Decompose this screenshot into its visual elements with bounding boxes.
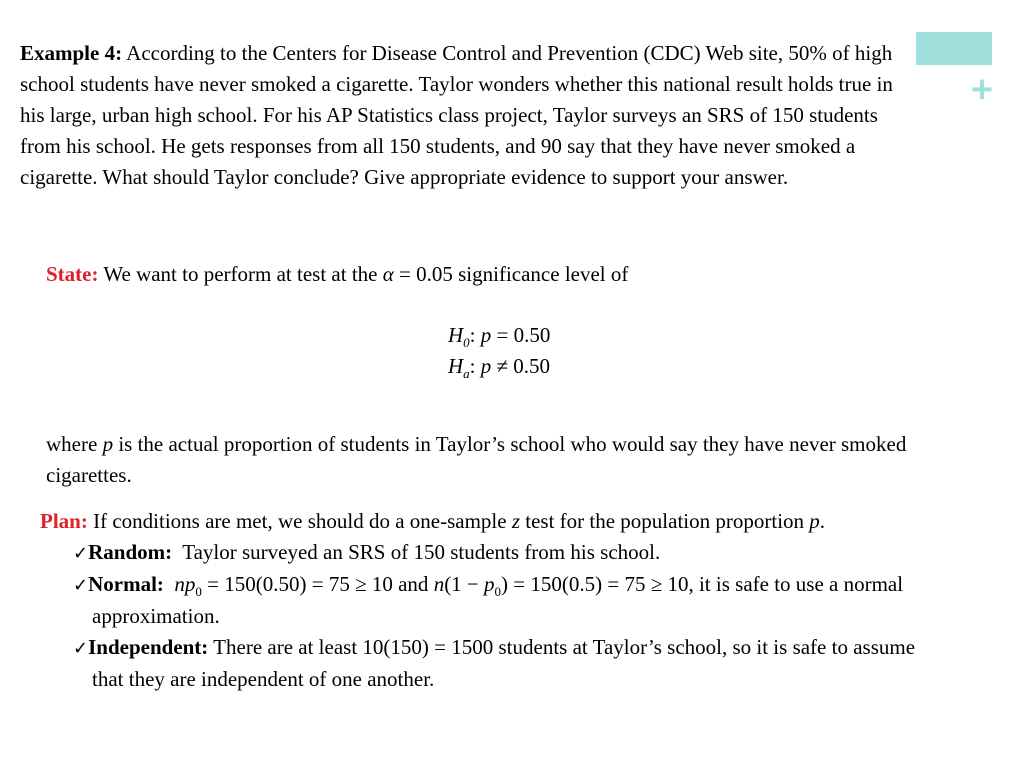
h-symbol: H — [448, 354, 464, 378]
random-label: Random: — [88, 540, 173, 564]
null-subscript: 0 — [463, 335, 470, 351]
alt-hypothesis — [448, 351, 550, 382]
condition-normal — [40, 569, 922, 632]
alt-subscript: a — [463, 366, 470, 382]
null-value: = 0.50 — [491, 323, 551, 347]
state-paragraph — [46, 259, 976, 290]
p-symbol: p — [484, 572, 495, 596]
plan-text: If conditions are met, we should do a one-sample — [93, 509, 507, 533]
alt-colon: : — [469, 354, 481, 378]
independent-text: There are at least 10(150) = 1500 students at Taylor’s school, so it is safe to assume that they are independent of one another. — [92, 635, 916, 691]
normal-text-2: (1 − — [444, 572, 485, 596]
z-symbol: z — [511, 509, 520, 533]
example-paragraph — [20, 38, 915, 193]
plan-section — [40, 506, 940, 695]
alpha-symbol: α — [382, 262, 394, 286]
example-text: According to the Centers for Disease Control and Prevention (CDC) Web site, 50% of high school students have never smoked a cigarette. Taylor wonders whether this national result holds true in his large, urban high school. For his AP Statistics class project, Taylor surveys an SRS of 150 students from his school. He gets responses from all 150 students, and 90 say that they have never smoked a cigarette. What should Taylor conclude? Give appropriate evidence to support your answer. — [20, 41, 893, 189]
normal-text-1: = 150(0.50) = 75 ≥ 10 and — [201, 572, 434, 596]
p-symbol: p — [809, 509, 820, 533]
where-paragraph — [46, 429, 976, 491]
random-text: Taylor surveyed an SRS of 150 students from his school. — [182, 540, 661, 564]
normal-text-3: ) = 150(0.5) = 75 ≥ 10, it is safe to use a normal approximation. — [92, 572, 904, 628]
subscript-zero: 0 — [195, 584, 202, 600]
period: . — [819, 509, 826, 533]
np-symbol: np — [174, 572, 196, 596]
p-symbol: p — [480, 323, 492, 347]
state-text: We want to perform at test at the — [103, 262, 378, 286]
condition-independent — [40, 632, 922, 695]
h-symbol: H — [448, 323, 464, 347]
check-icon: ✓ — [73, 638, 89, 659]
plan-text-end: test for the population proportion — [525, 509, 805, 533]
independent-label: Independent: — [88, 635, 209, 659]
n-symbol: n — [433, 572, 445, 596]
plan-paragraph — [40, 506, 940, 537]
subscript-zero: 0 — [494, 584, 502, 600]
where-text-end: is the actual proportion of students in Taylor’s school who would say they have never smoked cigarettes. — [46, 432, 907, 487]
state-label: State: — [46, 262, 99, 286]
check-icon: ✓ — [73, 575, 89, 596]
normal-label: Normal: — [88, 572, 164, 596]
null-colon: : — [469, 323, 481, 347]
where-text: where — [46, 432, 98, 456]
example-label: Example 4: — [20, 41, 123, 65]
plan-label: Plan: — [40, 509, 88, 533]
p-symbol: p — [480, 354, 492, 378]
plus-icon: + — [970, 69, 994, 111]
condition-random — [40, 537, 922, 569]
p-symbol: p — [102, 432, 114, 456]
null-hypothesis — [448, 320, 550, 351]
state-text-end: = 0.05 significance level of — [399, 262, 629, 286]
hypotheses — [448, 320, 550, 382]
alt-value: ≠ 0.50 — [491, 354, 551, 378]
accent-bar — [916, 32, 992, 65]
check-icon: ✓ — [73, 543, 89, 564]
